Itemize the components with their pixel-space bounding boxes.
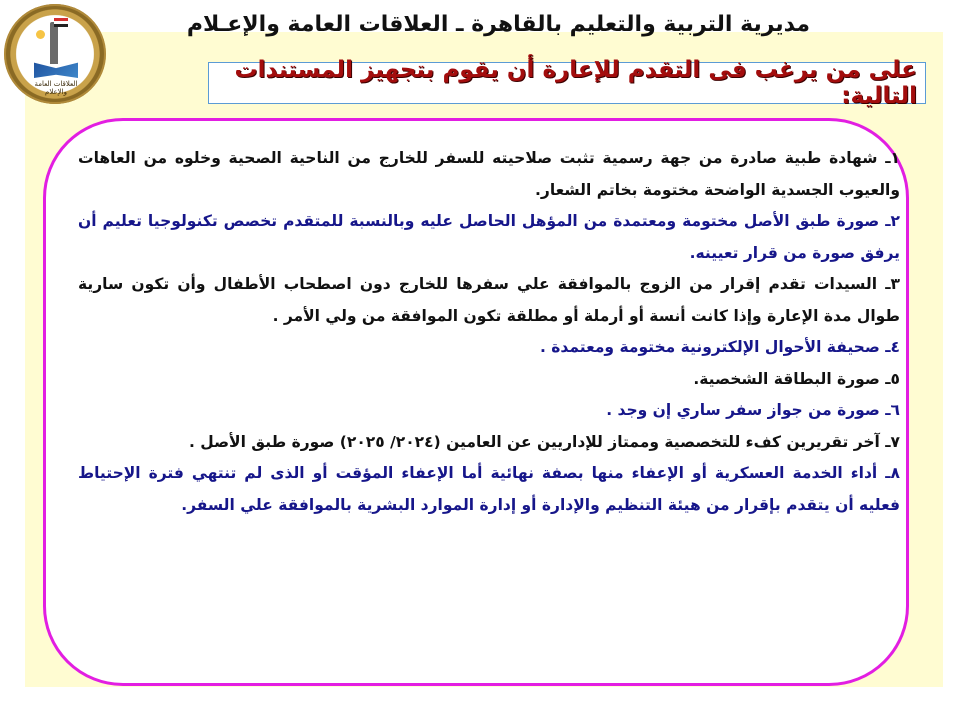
requirement-item-7: ٧ـ آخر تقريرين كفء للتخصصية وممتاز للإداريين عن العامين (٢٠٢٤/ ٢٠٢٥) صورة طبق الأصل . — [188, 432, 900, 451]
requirement-item-1: ١ـ شهادة طبية صادرة من جهة رسمية تثبت صلاحيته للسفر للخارج من الناحية الصحية وخلوه من العاهات والعيوب الجسدية الواضحة مختومة بخاتم الشعار. — [78, 149, 900, 199]
egypt-flag-icon — [54, 18, 68, 27]
cairo-tower-icon — [50, 22, 58, 64]
directorate-logo-icon — [4, 4, 106, 104]
requirement-item-4: ٤ـ صحيفة الأحوال الإلكترونية مختومة ومعتمدة . — [539, 338, 900, 356]
sun-icon — [36, 30, 45, 39]
page-title: مديرية التربية والتعليم بالقاهرة ـ العلاقات العامة والإعـلام — [186, 12, 810, 37]
requirements-list — [78, 143, 900, 521]
requirement-item-8: ٨ـ أداء الخدمة العسكرية أو الإعفاء منها بصفة نهائية أما الإعفاء المؤقت أو الذى لم تنتهي فترة الإحتياط فعليه أن يتقدم بإقرار من هيئة التنظيم والإدارة أو إدارة الموارد البشرية بالموافقة علي السفر. — [78, 464, 900, 514]
subtitle-banner — [208, 57, 926, 109]
subtitle-text: على من يرغب فى التقدم للإعارة أن يقوم بتجهيز المستندات التالية: — [234, 57, 917, 109]
logo-ring-text: العلاقات العامة والإعلام — [34, 80, 78, 96]
requirement-item-6: ٦ـ صورة من جواز سفر ساري إن وجد . — [606, 401, 900, 419]
requirement-item-2: ٢ـ صورة طبق الأصل مختومة ومعتمدة من المؤهل الحاصل عليه وبالنسبة للمتقدم تخصص تكنولوجيا تعليم أن يرفق صورة من قرار تعيينه. — [78, 212, 900, 262]
requirement-item-3: ٣ـ السيدات تقدم إقرار من الزوج بالموافقة علي سفرها للخارج دون اصطحاب الأطفال وأن تكون سارية طوال مدة الإعارة وإذا كانت أنسة أو أرملة أو مطلقة تكون الموافقة من ولي الأمر . — [78, 275, 900, 325]
requirement-item-5: ٥ـ صورة البطاقة الشخصية. — [693, 369, 900, 388]
